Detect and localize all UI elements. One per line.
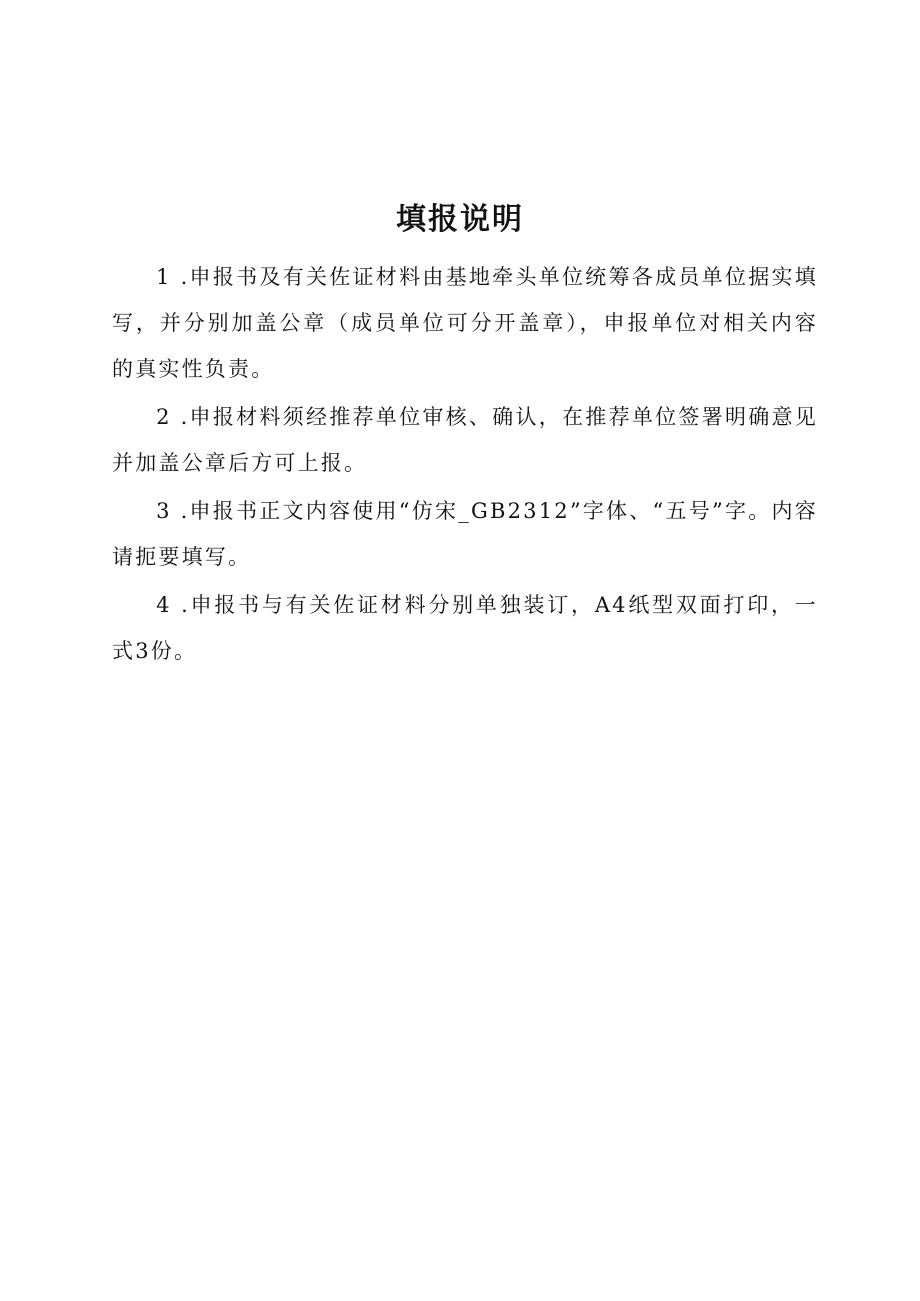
instruction-item-1: 1 .申报书及有关佐证材料由基地牵头单位统筹各成员单位据实填写，并分别加盖公章（成员单位可分开盖章），申报单位对相关内容的真实性负责。 bbox=[112, 265, 818, 381]
instruction-item-3: 3 .申报书正文内容使用“仿宋_GB2312”字体、“五号”字。内容请扼要填写。 bbox=[112, 499, 818, 569]
instruction-item-4: 4 .申报书与有关佐证材料分别单独装订，A4纸型双面打印，一式3份。 bbox=[112, 593, 818, 663]
instruction-item-2: 2 .申报材料须经推荐单位审核、确认，在推荐单位签署明确意见并加盖公章后方可上报。 bbox=[112, 405, 818, 475]
page-title: 填报说明 bbox=[396, 202, 524, 238]
instructions-body bbox=[112, 254, 818, 676]
